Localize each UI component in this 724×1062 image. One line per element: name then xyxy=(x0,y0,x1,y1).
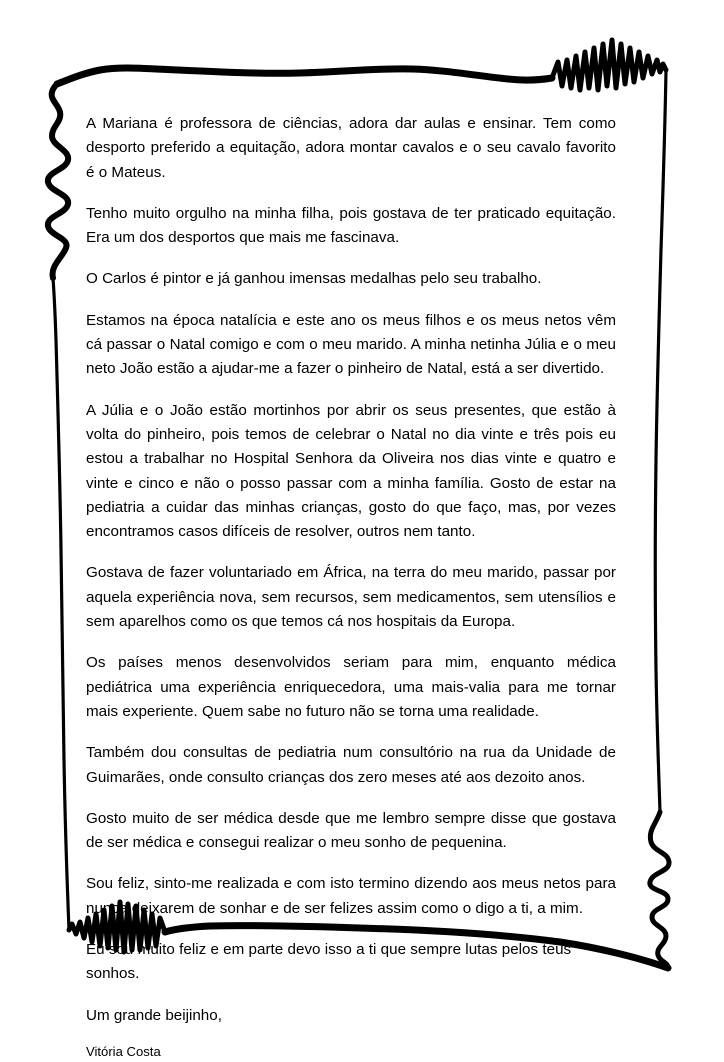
border-left-edge-zigzag xyxy=(48,84,68,278)
paragraph-5: A Júlia e o João estão mortinhos por abrir os seus presentes, que estão à volta do pinheiro, pois temos de celebrar o Natal no dia vinte e três pois eu estou a trabalhar no Hospital Senhora da Oliveira nos dias vinte e quatro e vinte e cinco e não o posso passar com a minha família. Gosto de estar na pediatria a cuidar das minhas crianças, gosto do que faço, mas, por vezes encontramos casos difíceis de resolver, outros nem tanto. xyxy=(86,401,616,541)
letter-signature: Vitória Costa xyxy=(86,1043,161,1059)
paragraph-1: A Mariana é professora de ciências, adora dar aulas e ensinar. Tem como desporto preferido a equitação, adora montar cavalos e o seu cavalo favorito é o Mateus. xyxy=(86,115,616,181)
border-right-edge-zigzag xyxy=(650,812,669,968)
paragraph-8: Também dou consultas de pediatria num consultório na rua da Unidade de Guimarães, onde consulto crianças dos zero meses até aos dezoito anos. xyxy=(86,744,616,786)
paragraph-9: Gosto muito de ser médica desde que me lembro sempre disse que gostava de ser médica e consegui realizar o meu sonho de pequenina. xyxy=(86,809,616,852)
border-right-edge-upper xyxy=(655,70,666,812)
paragraph-6: Gostava de fazer voluntariado em África, na terra do meu marido, passar por aquela experiência nova, sem recursos, sem medicamentos, sem utensílios e sem aparelhos como os que temos cá nos hospitais da Europa. xyxy=(86,564,616,631)
paragraph-4: Estamos na época natalícia e este ano os meus filhos e os meus netos vêm cá passar o Natal comigo e com o meu marido. A minha netinha Júlia e o meu neto João estão a ajudar-me a fazer o pinheiro de Natal, está a ser divertido. xyxy=(86,311,616,378)
paragraph-10: Sou feliz, sinto-me realizada e com isto termino dizendo aos meus netos para nunca deixarem de sonhar e de ser felizes assim como o digo a ti, a mim. xyxy=(86,875,616,917)
paragraph-11: Eu sou muito feliz e em parte devo isso a ti que sempre lutas pelos teus sonhos. xyxy=(86,941,572,983)
letter-closing: Um grande beijinho, xyxy=(86,1006,222,1024)
letter-text-body xyxy=(86,112,616,1062)
paragraph-2: Tenho muito orgulho na minha filha, pois gostava de ter praticado equitação. Era um dos desportos que mais me fascinava. xyxy=(86,204,616,247)
paragraph-7: Os países menos desenvolvidos seriam para mim, enquanto médica pediátrica uma experiência enriquecedora, uma mais-valia para me tornar mais experiente. Quem sabe no futuro não se torna uma realidade. xyxy=(86,654,616,720)
border-top-edge xyxy=(57,68,552,84)
border-left-edge-lower xyxy=(53,278,69,930)
paragraph-3: O Carlos é pintor e já ganhou imensas medalhas pelo seu trabalho. xyxy=(86,270,542,288)
border-top-right-zigzag xyxy=(552,40,666,90)
